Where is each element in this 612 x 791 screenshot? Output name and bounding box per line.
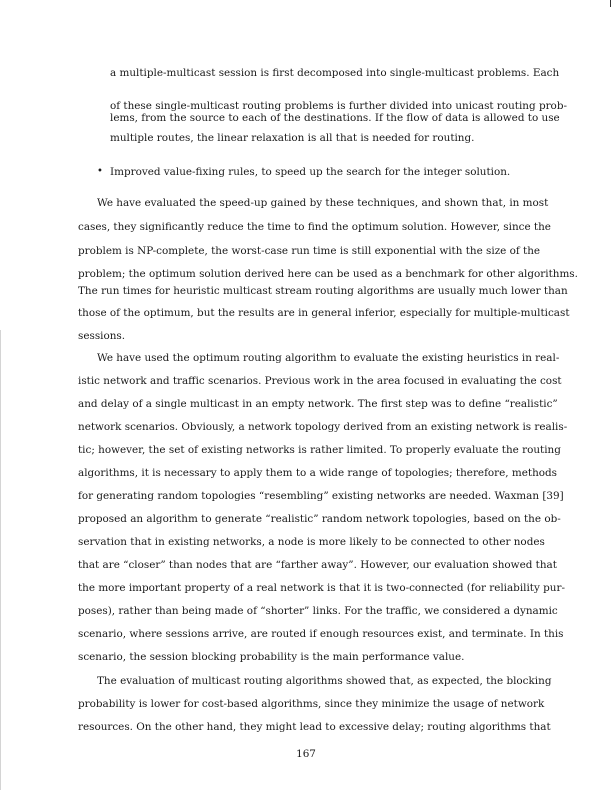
text-line-2: of these single-multicast routing problems is further divided into unicast routing prob- xyxy=(110,100,567,112)
bullet-dot: • xyxy=(97,166,103,177)
text-line-6: We have evaluated the speed-up gained by these techniques, and shown that, in most xyxy=(97,197,549,209)
text-line-20: proposed an algorithm to generate “realistic” random network topologies, based on the ob- xyxy=(78,513,561,525)
text-line-9: problem; the optimum solution derived here can be used as a benchmark for other algorithms. xyxy=(78,268,578,280)
text-line-18: algorithms, it is necessary to apply them to a wide range of topologies; therefore, methods xyxy=(78,467,557,479)
page-edge-shadow xyxy=(0,330,1,790)
text-line-3: lems, from the source to each of the destinations. If the flow of data is allowed to use xyxy=(110,112,560,124)
text-line-28: probability is lower for cost-based algorithms, since they minimize the usage of network xyxy=(78,698,545,710)
text-line-15: and delay of a single multicast in an empty network. The first step was to define “realistic” xyxy=(78,398,558,410)
text-line-16: network scenarios. Obviously, a network topology derived from an existing network is realis- xyxy=(78,421,568,433)
text-line-24: poses), rather than being made of “shorter” links. For the traffic, we considered a dynamic xyxy=(78,605,558,617)
text-line-5: Improved value-fixing rules, to speed up the search for the integer solution. xyxy=(110,166,511,178)
page-number: 167 xyxy=(296,748,316,760)
text-line-11: those of the optimum, but the results are in general inferior, especially for multiple-multicast xyxy=(78,307,570,319)
text-line-26: scenario, the session blocking probability is the main performance value. xyxy=(78,651,465,663)
text-line-1: a multiple-multicast session is first decomposed into single-multicast problems. Each xyxy=(110,67,560,79)
text-line-27: The evaluation of multicast routing algorithms showed that, as expected, the blocking xyxy=(97,675,552,687)
text-line-23: the more important property of a real network is that it is two-connected (for reliability pur- xyxy=(78,582,565,594)
text-line-7: cases, they significantly reduce the time to find the optimum solution. However, since the xyxy=(78,221,551,233)
text-line-8: problem is NP-complete, the worst-case run time is still exponential with the size of the xyxy=(78,245,541,257)
text-line-22: that are “closer” than nodes that are “farther away”. However, our evaluation showed that xyxy=(78,559,557,571)
text-line-19: for generating random topologies “resembling” existing networks are needed. Waxman [39] xyxy=(78,490,564,502)
text-line-12: sessions. xyxy=(78,330,126,342)
text-line-21: servation that in existing networks, a node is more likely to be connected to other nodes xyxy=(78,536,545,548)
text-line-10: The run times for heuristic multicast stream routing algorithms are usually much lower than xyxy=(78,285,568,297)
text-line-17: tic; however, the set of existing networks is rather limited. To properly evaluate the routing xyxy=(78,444,561,456)
text-line-4: multiple routes, the linear relaxation is all that is needed for routing. xyxy=(110,132,475,144)
text-line-13: We have used the optimum routing algorithm to evaluate the existing heuristics in real- xyxy=(97,352,560,364)
text-line-14: istic network and traffic scenarios. Previous work in the area focused in evaluating the cost xyxy=(78,375,562,387)
page-edge-mark xyxy=(610,0,611,7)
text-line-25: scenario, where sessions arrive, are routed if enough resources exist, and terminate. In this xyxy=(78,628,564,640)
text-line-29: resources. On the other hand, they might lead to excessive delay; routing algorithms that xyxy=(78,721,551,733)
